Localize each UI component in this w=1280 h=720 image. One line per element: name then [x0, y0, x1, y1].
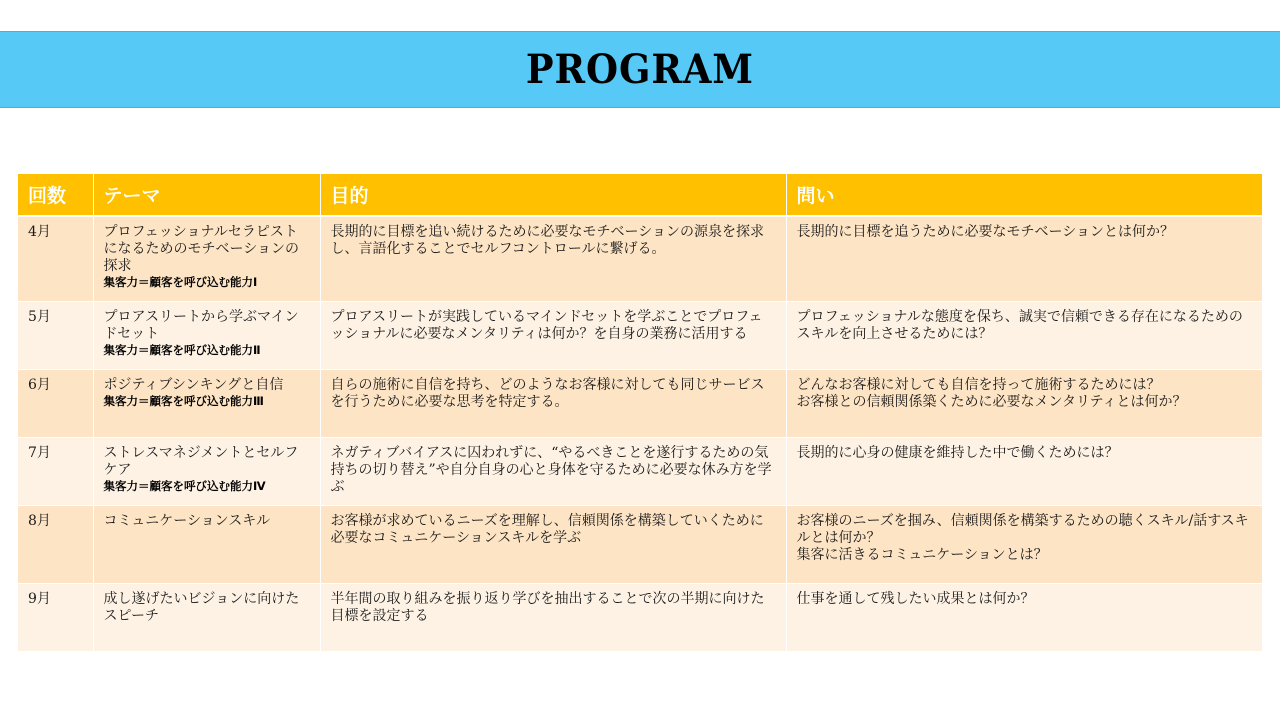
theme-subtitle: 集客力＝顧客を呼び込む能力Ⅲ: [103, 393, 264, 408]
header-purpose: 目的: [320, 174, 786, 216]
question-text: お客様のニーズを掴み、信頼関係を構築するための聴くスキル/話すスキルとは何か？: [796, 512, 1249, 546]
month-cell: 8月: [18, 505, 93, 583]
question-text: プロフェッショナルな態度を保ち、誠実で信頼できる存在になるためのスキルを向上させるためには？: [796, 308, 1243, 342]
theme-text: ポジティブシンキングと自信: [103, 376, 284, 393]
theme-cell: [93, 216, 320, 301]
theme-text: 成し遂げたいビジョンに向けたスピーチ: [103, 590, 300, 624]
question-cell: [786, 583, 1262, 651]
question-text: 仕事を通して残したい成果とは何か？: [796, 590, 1035, 607]
month-cell: 5月: [18, 301, 93, 369]
table-row: [18, 583, 1262, 651]
page-title: PROGRAM: [525, 46, 755, 93]
table-row: [18, 437, 1262, 505]
theme-subtitle: 集客力＝顧客を呼び込む能力Ⅳ: [103, 478, 266, 493]
table-row: [18, 301, 1262, 369]
purpose-cell: お客様が求めているニーズを理解し、信頼関係を構築していくために必要なコミュニケーションスキルを学ぶ: [320, 505, 786, 583]
purpose-cell: プロアスリートが実践しているマインドセットを学ぶことでプロフェッショナルに必要なメンタリティは何か？を自身の業務に活用する: [320, 301, 786, 369]
question-text: 長期的に心身の健康を維持した中で働くためには？: [796, 444, 1119, 461]
question-text: お客様との信頼関係築くために必要なメンタリティとは何か？: [796, 393, 1187, 410]
question-cell: [786, 505, 1262, 583]
month-cell: 7月: [18, 437, 93, 505]
header-count: 回数: [18, 174, 93, 216]
theme-cell: [93, 583, 320, 651]
theme-cell: [93, 369, 320, 437]
header-question: 問い: [786, 174, 1262, 216]
question-text: 長期的に目標を追うために必要なモチベーションとは何か？: [796, 224, 1174, 240]
theme-cell: [93, 301, 320, 369]
theme-subtitle: 集客力＝顧客を呼び込む能力Ⅱ: [103, 342, 261, 357]
title-banner: [0, 31, 1280, 108]
question-cell: [786, 301, 1262, 369]
program-table: [18, 174, 1262, 652]
month-cell: 4月: [18, 216, 93, 301]
purpose-cell: 半年間の取り組みを振り返り学びを抽出することで次の半期に向けた目標を設定する: [320, 583, 786, 651]
theme-cell: [93, 437, 320, 505]
question-text: どんなお客様に対しても自信を持って施術するためには？: [796, 376, 1161, 393]
table-row: [18, 369, 1262, 437]
table-row: [18, 505, 1262, 583]
table-header-row: [18, 174, 1262, 216]
theme-text: プロフェッショナルセラピストになるためのモチベーションの探求: [103, 224, 299, 274]
purpose-cell: 自らの施術に自信を持ち、どのようなお客様に対しても同じサービスを行うために必要な思考を特定する。: [320, 369, 786, 437]
purpose-cell: ネガティブバイアスに囚われずに、“やるべきことを遂行するための気持ちの切り替え”や自分自身の心と身体を守るために必要な休み方を学ぶ: [320, 437, 786, 505]
theme-cell: [93, 505, 320, 583]
question-cell: [786, 437, 1262, 505]
question-cell: [786, 369, 1262, 437]
question-text: 集客に活きるコミュニケーションとは？: [796, 546, 1048, 563]
theme-text: コミュニケーションスキル: [103, 512, 271, 529]
question-cell: [786, 216, 1262, 301]
month-cell: 9月: [18, 583, 93, 651]
theme-text: ストレスマネジメントとセルフケア: [103, 444, 299, 478]
month-cell: 6月: [18, 369, 93, 437]
header-theme: テーマ: [93, 174, 320, 216]
theme-subtitle: 集客力＝顧客を呼び込む能力Ⅰ: [103, 275, 258, 289]
table-row: [18, 216, 1262, 301]
purpose-cell: 長期的に目標を追い続けるために必要なモチベーションの源泉を探求し、言語化することでセルフコントロールに繋げる。: [320, 216, 786, 301]
theme-text: プロアスリートから学ぶマインドセット: [103, 308, 299, 342]
